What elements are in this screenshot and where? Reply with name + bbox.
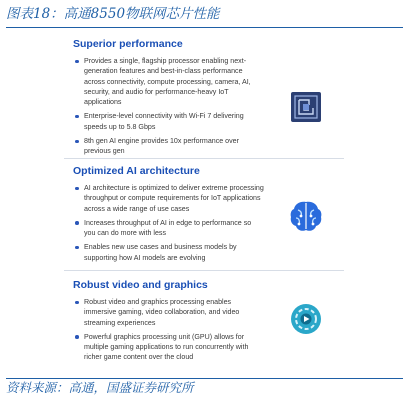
bullet-dot [75,221,79,225]
bullet-text: Enables new use cases and business models by supporting how AI models are evolving [84,243,237,262]
bullet-dot [75,115,79,119]
list-item [64,56,264,107]
bullet-text: Increases throughput of AI in edge to performance so you can do more with less [84,218,252,238]
bullet-text: AI architecture is optimized to deliver extreme processing throughput or compute requirements for IoT applications across a wide range of use cases [84,184,264,213]
bullet-text: Enterprise-level connectivity with Wi-Fi 7 delivering speeds up to 5.8 Gbps [84,112,244,131]
bullet-text: 8th gen AI engine provides 10x performance over previous gen [84,137,239,156]
feature-panel [64,33,344,375]
video-graphics-icon [290,303,322,339]
list-item [64,332,264,363]
figure-caption [6,4,403,28]
footer-rule [6,378,403,379]
bullet-dot [75,301,79,305]
bullet-dot [75,335,79,339]
section-divider [64,270,344,271]
section-divider [64,158,344,159]
bullet-dot [75,246,79,250]
list-item [64,242,264,263]
source-footer [6,378,403,400]
list-item [64,136,264,157]
source-text: 资料来源：高通，国盛证券研究所 [6,380,194,395]
ai-brain-icon [288,198,324,238]
caption-rule [6,27,403,29]
section-title: Superior performance [73,38,183,50]
bullet-dot [75,140,79,144]
bullet-dot [75,60,79,64]
bullet-text: Robust video and graphics processing enables immersive gaming, video collaboration, and video streaming experiences [84,298,240,327]
list-item [64,111,264,132]
list-item [64,183,264,214]
section-title: Optimized AI architecture [73,165,200,177]
list-item [64,218,264,239]
chip-icon [290,91,322,127]
bullet-dot [75,187,79,191]
bullet-text: Provides a single, flagship processor enabling next-generation features and best-in-class performance across connectivity, compute processing, camera, AI, security, and audio for performance-heavy IoT applications [84,57,251,107]
bullet-text: Powerful graphics processing unit (GPU) allows for multiple gaming applications to run concurrently with richer game content over the cloud [84,332,249,362]
section-title: Robust video and graphics [73,279,208,291]
figure-caption-text: 图表18：高通8550物联网芯片性能 [6,6,220,22]
list-item [64,297,264,328]
